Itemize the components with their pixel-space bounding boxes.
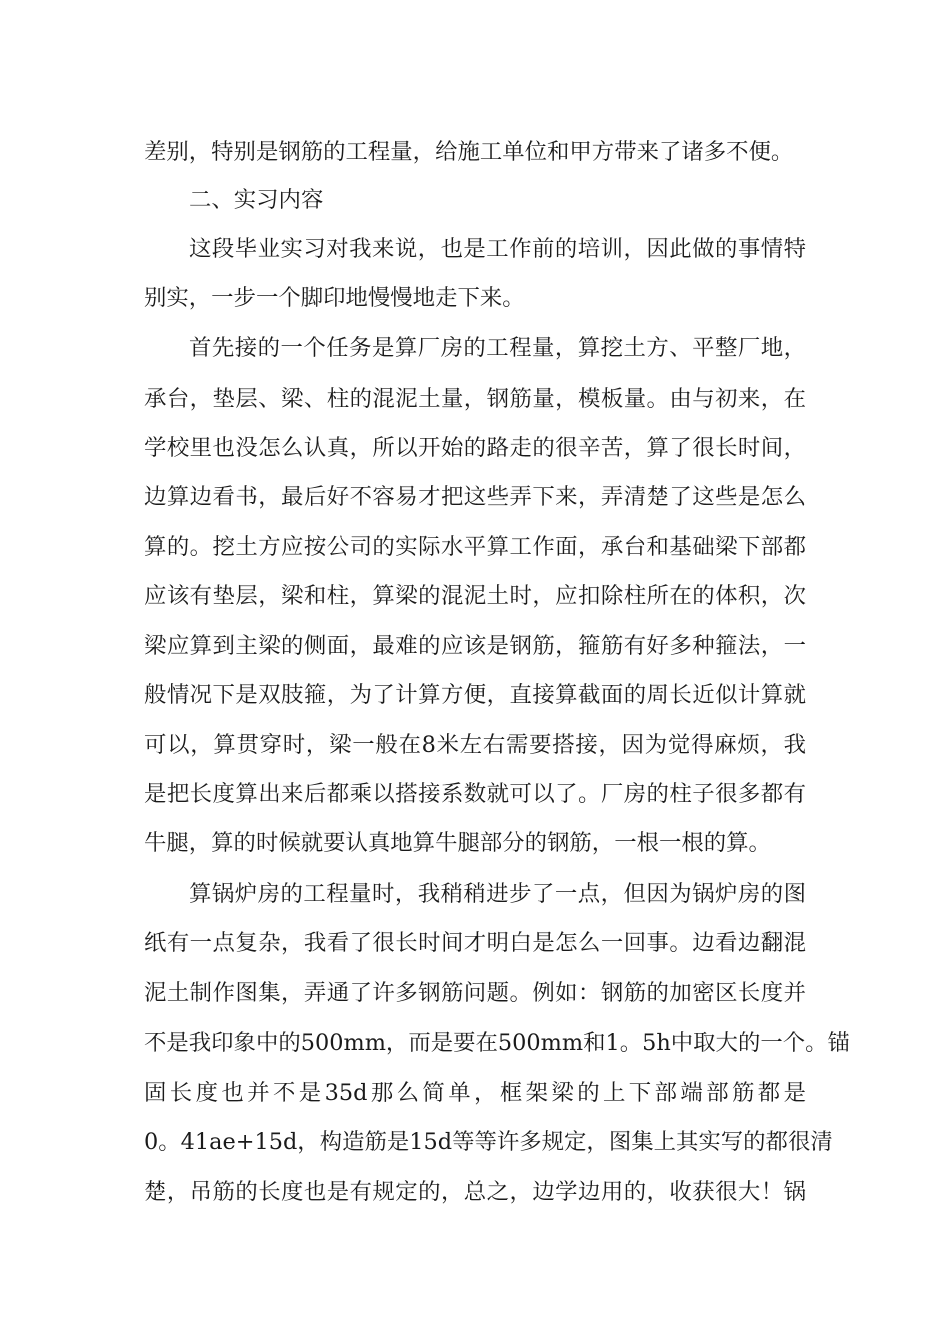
text-line: 牛腿，算的时候就要认真地算牛腿部分的钢筋，一根一根的算。 xyxy=(144,830,771,856)
text-line: 差别，特别是钢筋的工程量，给施工单位和甲方带来了诸多不便。 xyxy=(144,139,794,165)
text-line: 可以，算贯穿时，梁一般在8米左右需要搭接，因为觉得麻烦，我 xyxy=(144,732,806,758)
text-line: 纸有一点复杂，我看了很长时间才明白是怎么一回事。边看边翻混 xyxy=(144,930,806,956)
text-line: 首先接的一个任务是算厂房的工程量，算挖土方、平整厂地， xyxy=(189,335,806,361)
text-line: 固长度也并不是35d那么简单，框架梁的上下部端部筋都是 xyxy=(144,1080,806,1106)
text-line: 算锅炉房的工程量时，我稍稍进步了一点，但因为锅炉房的图 xyxy=(189,881,806,907)
text-line: 楚，吊筋的长度也是有规定的，总之，边学边用的，收获很大！锅 xyxy=(144,1179,806,1205)
text-line: 别实，一步一个脚印地慢慢地走下来。 xyxy=(144,285,525,311)
text-line: 般情况下是双肢箍，为了计算方便，直接算截面的周长近似计算就 xyxy=(144,682,806,708)
text-line: 这段毕业实习对我来说，也是工作前的培训，因此做的事情特 xyxy=(189,236,806,262)
text-line: 梁应算到主梁的侧面，最难的应该是钢筋，箍筋有好多种箍法，一 xyxy=(144,633,806,659)
text-line: 学校里也没怎么认真，所以开始的路走的很辛苦，算了很长时间， xyxy=(144,435,806,461)
text-line: 应该有垫层，梁和柱，算梁的混泥土时，应扣除柱所在的体积，次 xyxy=(144,583,806,609)
text-line: 泥土制作图集，弄通了许多钢筋问题。例如：钢筋的加密区长度并 xyxy=(144,980,806,1006)
text-line: 是把长度算出来后都乘以搭接系数就可以了。厂房的柱子很多都有 xyxy=(144,781,806,807)
text-line: 不是我印象中的500mm，而是要在500mm和1。5h中取大的一个。锚 xyxy=(144,1030,850,1056)
section-heading: 二、实习内容 xyxy=(189,187,324,213)
text-line: 算的。挖土方应按公司的实际水平算工作面，承台和基础梁下部都 xyxy=(144,534,806,560)
text-line: 0。41ae+15d，构造筋是15d等等许多规定，图集上其实写的都很清 xyxy=(144,1129,833,1155)
text-line: 边算边看书，最后好不容易才把这些弄下来，弄清楚了这些是怎么 xyxy=(144,484,806,510)
text-line: 承台，垫层、梁、柱的混泥土量，钢筋量，模板量。由与初来，在 xyxy=(144,386,806,412)
